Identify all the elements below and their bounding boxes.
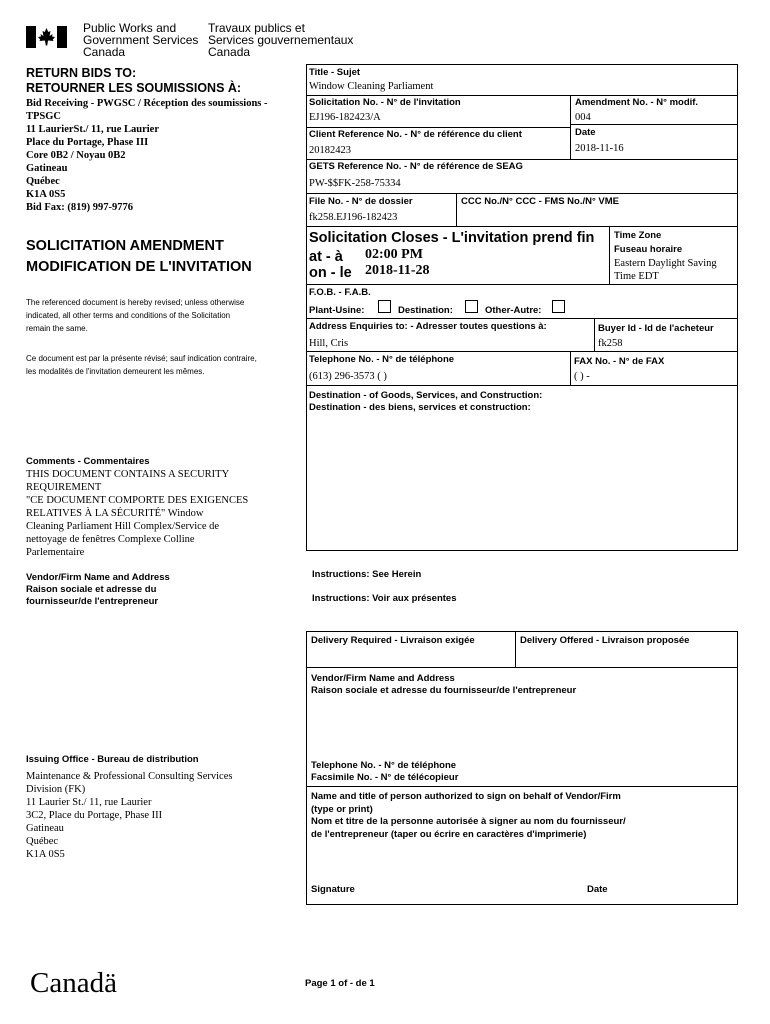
amendment-no-label: Amendment No. - N° modif. bbox=[575, 97, 699, 108]
solicitation-no-value: EJ196-182423/A bbox=[309, 112, 381, 123]
file-no-value: fk258.EJ196-182423 bbox=[309, 212, 398, 223]
instructions-fr: Instructions: Voir aux présentes bbox=[312, 593, 457, 604]
return-bids-address: Bid Receiving - PWGSC / Réception des soumissions - TPSGC 11 LaurierSt./ 11, rue Laurier Place du Portage, Phase III Core 0B2 / Noyau 0B2 Gatineau Québec K1A 0S5 Bid Fax: (819) 997-9776 bbox=[26, 98, 268, 213]
date-value: 2018-11-16 bbox=[575, 143, 624, 154]
canada-flag-icon bbox=[26, 26, 67, 48]
at-label: at - à bbox=[309, 249, 343, 265]
solicitation-closes-title: Solicitation Closes - L'invitation prend fin bbox=[309, 230, 595, 246]
ccc-no-label: CCC No./N° CCC - FMS No./N° VME bbox=[461, 196, 620, 207]
signature-date-label: Date bbox=[587, 884, 608, 895]
time-zone-label: Time Zone Fuseau horaire bbox=[614, 230, 683, 255]
other-label: Other-Autre: bbox=[485, 305, 542, 316]
closing-time-value: 02:00 PM bbox=[365, 247, 423, 262]
title-label: Title - Sujet bbox=[309, 67, 361, 78]
amendment-no-value: 004 bbox=[575, 112, 591, 123]
page-number: Page 1 of - de 1 bbox=[305, 978, 375, 989]
solicitation-no-label: Solicitation No. - N° de l'invitation bbox=[309, 97, 461, 108]
destination-checkbox[interactable] bbox=[465, 300, 478, 313]
title-value: Window Cleaning Parliament bbox=[309, 81, 434, 92]
plant-label: Plant-Usine: bbox=[309, 305, 365, 316]
buyer-id-label: Buyer Id - Id de l'acheteur bbox=[598, 323, 714, 334]
authorized-person-label: Name and title of person authorized to sign on behalf of Vendor/Firm (type or print) Nom et titre de la personne autorisée à signer au nom du fournisseur/ de l'entrepreneur (taper ou écrire en caractères d'imprimerie) bbox=[311, 791, 626, 840]
closing-date-value: 2018-11-28 bbox=[365, 263, 430, 278]
gets-reference-value: PW-$$FK-258-75334 bbox=[309, 178, 401, 189]
department-name-fr: Travaux publics et Services gouvernementaux Canada bbox=[208, 21, 354, 59]
telephone-label: Telephone No. - N° de téléphone bbox=[309, 354, 455, 365]
department-name-en: Public Works and Government Services Canada bbox=[83, 21, 199, 59]
destination-fob-label: Destination: bbox=[398, 305, 453, 316]
delivery-required-label: Delivery Required - Livraison exigée bbox=[311, 635, 475, 646]
amendment-title: SOLICITATION AMENDMENT MODIFICATION DE L'INVITATION bbox=[26, 238, 252, 275]
comments-label: Comments - Commentaires bbox=[26, 456, 150, 467]
client-reference-label: Client Reference No. - N° de référence du client bbox=[309, 129, 522, 140]
fax-label: FAX No. - N° de FAX bbox=[574, 356, 665, 367]
plant-checkbox[interactable] bbox=[378, 300, 391, 313]
canada-wordmark: Canadä bbox=[30, 967, 117, 999]
telephone-facsimile-label: Telephone No. - N° de téléphone Facsimile No. - N° de télécopieur bbox=[311, 760, 459, 783]
file-no-label: File No. - N° de dossier bbox=[309, 196, 413, 207]
fob-label: F.O.B. - F.A.B. bbox=[309, 287, 371, 298]
address-enquiries-label: Address Enquiries to: - Adresser toutes questions à: bbox=[309, 321, 547, 332]
address-enquiries-value: Hill, Cris bbox=[309, 338, 349, 349]
return-bids-title: RETURN BIDS TO: RETOURNER LES SOUMISSIONS À: bbox=[26, 66, 242, 95]
delivery-offered-label: Delivery Offered - Livraison proposée bbox=[520, 635, 690, 646]
destination-goods-label: Destination - of Goods, Services, and Construction: Destination - des biens, services et construction: bbox=[309, 390, 543, 413]
other-checkbox[interactable] bbox=[552, 300, 565, 313]
instructions-en: Instructions: See Herein bbox=[312, 569, 422, 580]
client-reference-value: 20182423 bbox=[309, 145, 351, 156]
telephone-value: (613) 296-3573 ( ) bbox=[309, 371, 387, 382]
issuing-office-label: Issuing Office - Bureau de distribution bbox=[26, 754, 199, 765]
fax-value: ( ) - bbox=[574, 371, 590, 382]
buyer-id-value: fk258 bbox=[598, 338, 623, 349]
comments-text: THIS DOCUMENT CONTAINS A SECURITY REQUIREMENT "CE DOCUMENT COMPORTE DES EXIGENCES RELATIVES À LA SÉCURITÉ" Window Cleaning Parliament Hill Complex/Service de nettoyage de fenêtres Complexe Colline Parlementaire bbox=[26, 469, 249, 558]
vendor-firm-label-right: Vendor/Firm Name and Address Raison sociale et adresse du fournisseur/de l'entrepreneur bbox=[311, 673, 577, 696]
gets-reference-label: GETS Reference No. - N° de référence de SEAG bbox=[309, 161, 523, 172]
amendment-text-fr: Ce document est par la présente révisé; sauf indication contraire, les modalités de l'invitation demeurent les mêmes. bbox=[26, 354, 257, 376]
date-label: Date bbox=[575, 127, 596, 138]
on-label: on - le bbox=[309, 265, 352, 281]
vendor-firm-label-left: Vendor/Firm Name and Address Raison sociale et adresse du fournisseur/de l'entrepreneur bbox=[26, 572, 170, 607]
signature-label: Signature bbox=[311, 884, 355, 895]
time-zone-value: Eastern Daylight Saving Time EDT bbox=[614, 258, 717, 282]
amendment-text-en: The referenced document is hereby revised; unless otherwise indicated, all other terms and conditions of the Solicitation remain the same. bbox=[26, 298, 245, 333]
issuing-office-address: Maintenance & Professional Consulting Services Division (FK) 11 Laurier St./ 11, rue Laurier 3C2, Place du Portage, Phase III Gatineau Québec K1A 0S5 bbox=[26, 771, 233, 860]
